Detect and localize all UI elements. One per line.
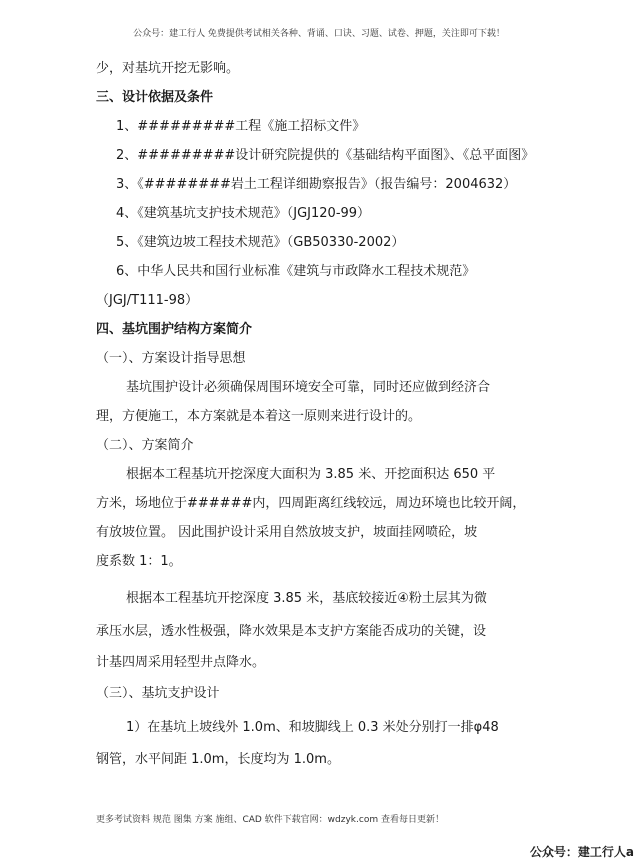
paragraph-line: 1）在基坑上坡线外 1.0m、和坡脚线上 0.3 米处分别打一排φ48 bbox=[126, 720, 499, 735]
section-heading: 四、基坑围护结构方案简介 bbox=[96, 322, 253, 337]
footer-note: 更多考试资料 规范 图集 方案 施组、CAD 软件下载官网：wdzyk.com 查看每日更新！ bbox=[96, 815, 444, 825]
paragraph-line: 基坑围护设计必须确保周围环境安全可靠，同时还应做到经济合 bbox=[126, 380, 491, 395]
reference-item: 2、#########设计研究院提供的《基础结构平面图》、《总平面图》 bbox=[116, 148, 535, 163]
paragraph-line: 少，对基坑开挖无影响。 bbox=[96, 61, 240, 76]
paragraph-line: 理，方便施工，本方案就是本着这一原则来进行设计的。 bbox=[96, 409, 422, 424]
paragraph-line: 有放坡位置。 因此围护设计采用自然放坡支护，坡面挂网喷砼，坡 bbox=[96, 525, 478, 540]
section-heading: 三、设计依据及条件 bbox=[96, 90, 214, 105]
reference-item: 1、#########工程《施工招标文件》 bbox=[116, 119, 366, 134]
paragraph-line: 根据本工程基坑开挖深度大面积为 3.85 米、开挖面积达 650 平 bbox=[126, 467, 496, 482]
reference-item: （JGJ/T111-98） bbox=[96, 293, 199, 308]
paragraph-line: 度系数 1：1。 bbox=[96, 554, 182, 569]
watermark-label: 公众号：建工行人a bbox=[529, 845, 634, 859]
paragraph-line: 钢管，水平间距 1.0m，长度均为 1.0m。 bbox=[96, 752, 340, 767]
paragraph-line: 计基四周采用轻型井点降水。 bbox=[96, 655, 266, 670]
paragraph-line: 承压水层，透水性极强，降水效果是本支护方案能否成功的关键，设 bbox=[96, 624, 487, 639]
paragraph-line: 方米，场地位于######内，四周距离红线较远，周边环境也比较开阔， bbox=[96, 496, 526, 511]
reference-item: 6、中华人民共和国行业标准《建筑与市政降水工程技术规范》 bbox=[116, 264, 476, 279]
subsection-heading: （一）、方案设计指导思想 bbox=[96, 351, 246, 366]
subsection-heading: （三）、基坑支护设计 bbox=[96, 686, 220, 701]
reference-item: 5、《建筑边坡工程技术规范》（GB50330-2002） bbox=[116, 235, 405, 250]
reference-item: 4、《建筑基坑支护技术规范》（JGJ120-99） bbox=[116, 206, 371, 221]
reference-item: 3、《########岩土工程详细勘察报告》（报告编号：2004632） bbox=[116, 177, 517, 192]
subsection-heading: （二）、方案简介 bbox=[96, 438, 194, 453]
header-note: 公众号：建工行人 免费提供考试相关各种、背诵、口诀、习题、试卷、押题，关注即可下载！ bbox=[133, 29, 505, 39]
paragraph-line: 根据本工程基坑开挖深度 3.85 米，基底较接近④粉土层其为微 bbox=[126, 591, 487, 606]
